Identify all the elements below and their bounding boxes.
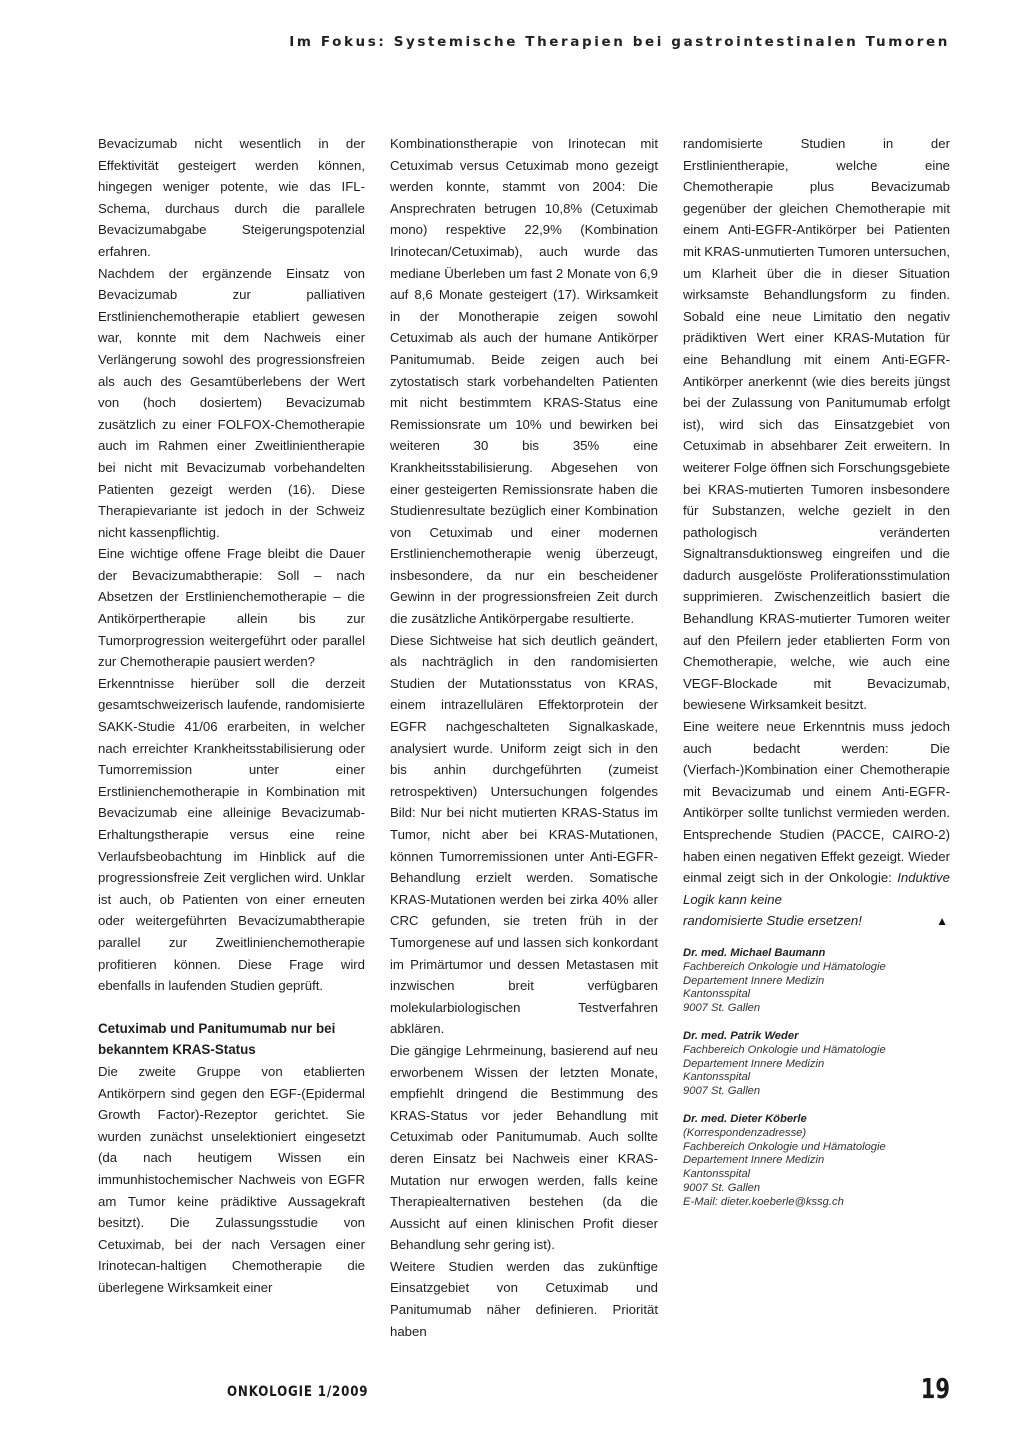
paragraph: randomisierte Studien in der Erstlinientherapie, welche eine Chemotherapie plus Bevacizumab gegenüber der gleichen Chemotherapie mit einem Anti-EGFR-Antikörper bei Patienten mit KRAS-unmutierten Tumoren untersuchen, um Klarheit über die in dieser Situation wirksamste Behandlungsform zu finden. Sobald eine neue Limitatio den negativ prädiktiven Wert einer KRAS-Mutation für eine Behandlung mit einem Anti-EGFR-Antikörper anerkennt (wie dies bereits jüngst bei der Zulassung von Panitumumab erfolgt ist), wird sich das Einsatzgebiet von Cetuximab in absehbarer Zeit erweitern. In weiterer Folge öffnen sich Forschungsgebiete bei KRAS-mutierten Tumoren insbesondere für Substanzen, welche gezielt in den pathologisch veränderten Signaltransduktionsweg eingreifen und die dadurch ausgelöste Proliferationsstimulation supprimieren. Zwischenzeitlich basiert die Behandlung KRAS-mutierter Tumoren weiter auf den Pfeilern jeder etablierten Form von Chemotherapie, welche, wie auch eine VEGF-Blockade mit Bevacizumab, bewiesene Wirksamkeit besitzt. bbox=[683, 136, 950, 713]
author-list bbox=[683, 947, 950, 1210]
author-affiliation: Kantonsspital bbox=[683, 1071, 751, 1084]
author-name: Dr. med. Dieter Köberle bbox=[683, 1112, 807, 1125]
paragraph-text: Eine weitere neue Erkenntnis muss jedoch auch bedacht werden: Die (Vierfach-)Kombination einer Chemotherapie mit Bevacizumab und einem Anti-EGFR-Antikörper sollte tunlichst vermieden werden. Entsprechende Studien (PACCE, CAIRO-2) haben einen negativen Effekt gezeigt. Wieder einmal zeigt sich in der Onkologie: bbox=[683, 719, 950, 886]
paragraph: Eine wichtige offene Frage bleibt die Dauer der Bevacizumabtherapie: Soll – nach Absetzen der Erstlinienchemotherapie – die Antikörpertherapie allein bis zur Tumorprogression weitergeführt oder parallel zur Chemotherapie pausiert werden? bbox=[98, 546, 365, 670]
author-affiliation: Fachbereich Onkologie und Hämatologie bbox=[683, 960, 886, 973]
author-affiliation: Departement Innere Medizin bbox=[683, 974, 825, 987]
section-heading-line: bekanntem KRAS-Status bbox=[98, 1042, 256, 1058]
paragraph bbox=[683, 716, 950, 910]
author-name: Dr. med. Patrik Weder bbox=[683, 1029, 799, 1042]
text-column-3 bbox=[683, 133, 950, 1224]
page-number: 19 bbox=[920, 1372, 950, 1405]
running-header: Im Fokus: Systemische Therapien bei gastrointestinalen Tumoren bbox=[289, 34, 950, 50]
author-affiliation: Fachbereich Onkologie und Hämatologie bbox=[683, 1043, 886, 1056]
author-affiliation: 9007 St. Gallen bbox=[683, 1002, 761, 1015]
paragraph: Bevacizumab nicht wesentlich in der Effektivität gesteigert werden können, hingegen weniger potente, wie das IFL-Schema, durchaus durch die parallele Bevacizumabgabe Steigerungspotenzial erfahren. bbox=[98, 136, 365, 259]
paragraph: Weitere Studien werden das zukünftige Einsatzgebiet von Cetuximab und Panitumumab näher definieren. Priorität haben bbox=[390, 1258, 658, 1339]
section-heading-line: Cetuximab und Panitumumab nur bei bbox=[98, 1020, 336, 1036]
author-block bbox=[683, 947, 950, 1016]
section-heading bbox=[98, 1018, 365, 1061]
author-block bbox=[683, 1113, 950, 1210]
author-affiliation: Departement Innere Medizin bbox=[683, 1154, 825, 1167]
author-affiliation: 9007 St. Gallen bbox=[683, 1085, 761, 1098]
author-email: E-Mail: dieter.koeberle@kssg.ch bbox=[683, 1195, 844, 1208]
journal-issue: ONKOLOGIE 1/2009 bbox=[227, 1384, 369, 1400]
author-name: Dr. med. Michael Baumann bbox=[683, 946, 826, 959]
conclusion-line bbox=[683, 910, 950, 933]
paragraph: Diese Sichtweise hat sich deutlich geändert, als nachträglich in den randomisierten Studien der Mutationsstatus von KRAS, einem intrazellulären Effektorprotein der EGFR nachgeschalteten Signalkaskade, analysiert wurde. Uniform zeigt sich in den bis anhin durchgeführten (zumeist retrospektiven) Untersuchungen folgendes Bild: Nur bei nicht mutierten KRAS-Status im Tumor, nicht aber bei KRAS-Mutationen, können Tumorremissionen unter Anti-EGFR-Behandlung erzielt werden. Somatische KRAS-Mutationen werden bei zirka 40% aller CRC gefunden, sie treten früh in der Tumorgenese auf und lassen sich konkordant im Primärtumor und dessen Metastasen mit inzwischen breit verfügbaren molekularbiologischen Testverfahren abklären. bbox=[390, 632, 658, 1037]
author-block bbox=[683, 1030, 950, 1099]
paragraph: Die zweite Gruppe von etablierten Antikörpern sind gegen den EGF-(Epidermal Growth Factor)-Rezeptor gerichtet. Sie wurden zunächst unselektioniert eingesetzt (da nach heutigem Wissen ein immunhistochemischer Nachweis von EGFR am Tumor keine prädiktive Aussagekraft besitzt). Die Zulassungsstudie von Cetuximab, bei der nach Versagen einer Irinotecan-haltigen Chemotherapie die überlegene Wirksamkeit einer bbox=[98, 1063, 365, 1295]
paragraph: Kombinationstherapie von Irinotecan mit Cetuximab versus Cetuximab mono gezeigt werden konnte, stammt von 2004: Die Ansprechraten betrugen 10,8% (Cetuximab mono) respektive 22,9% (Kombination Irinotecan/Cetuximab), auch wurde das mediane Überleben um fast 2 Monate von 6,9 auf 8,6 Monate gesteigert (17). Wirksamkeit in der Monotherapie zeigen sowohl Cetuximab als auch der humane Antikörper Panitumumab. Beide zeigen auch bei zytostatisch stark vorbehandelten Patienten mit nicht bestimmtem KRAS-Status eine Remissionsrate um 10% und bewirken bei weiteren 30 bis 35% eine Krankheitsstabilisierung. Abgesehen von einer gesteigerten Remissionsrate haben die Studienresultate bezüglich einer Kombination von Cetuximab und einer modernen Erstlinienchemotherapie wenig überzeugt, insbesondere, da nur ein bescheidener Gewinn in der progressionsfreien Zeit durch die zusätzliche Antikörpergabe resultierte. bbox=[390, 136, 658, 627]
author-affiliation: (Korrespondenzadresse) bbox=[683, 1126, 807, 1139]
end-of-article-icon: ▲ bbox=[936, 914, 948, 929]
author-affiliation: 9007 St. Gallen bbox=[683, 1181, 761, 1194]
emphasis-text: randomisierte Studie ersetzen! bbox=[683, 913, 862, 929]
text-column-2 bbox=[390, 133, 658, 1342]
paragraph: Nachdem der ergänzende Einsatz von Bevacizumab zur palliativen Erstlinienchemotherapie etabliert gewesen war, konnte mit dem Nachweis einer Verlängerung sowohl des progressionsfreien als auch des Gesamtüberlebens der Wert von (hoch dosiertem) Bevacizumab zusätzlich zu einer FOLFOX-Chemotherapie auch im Rahmen einer Zweitlinientherapie bei nicht mit Bevacizumab vorbehandelten Patienten gezeigt werden (16). Diese Therapievariante ist jedoch in der Schweiz nicht kassenpflichtig. bbox=[98, 265, 365, 540]
emphasis-text: Induktive Logik kann keine bbox=[683, 870, 950, 907]
author-affiliation: Departement Innere Medizin bbox=[683, 1057, 825, 1070]
paragraph: Die gängige Lehrmeinung, basierend auf neu erworbenem Wissen der letzten Monate, empfiehlt dringend die Bestimmung des KRAS-Status vor jeder Behandlung mit Cetuximab oder Panitumumab. Auch sollte deren Einsatz bei Nachweis einer KRAS-Mutation nur erwogen werden, falls keine Therapiealternativen bestehen (da die Aussicht auf einen klinischen Profit dieser Behandlung sehr gering ist). bbox=[390, 1042, 658, 1253]
author-affiliation: Kantonsspital bbox=[683, 1168, 751, 1181]
text-column-1 bbox=[98, 133, 365, 1298]
author-affiliation: Kantonsspital bbox=[683, 988, 751, 1001]
author-affiliation: Fachbereich Onkologie und Hämatologie bbox=[683, 1140, 886, 1153]
paragraph: Erkenntnisse hierüber soll die derzeit gesamtschweizerisch laufende, randomisierte SAKK-Studie 41/06 erarbeiten, in welcher nach erreichter Krankheitsstabilisierung oder Tumorremission unter einer Erstlinienchemotherapie in Kombination mit Bevacizumab eine alleinige Bevacizumab-Erhaltungstherapie versus eine reine Verlaufsbeobachtung im Hinblick auf die progressionsfreie Zeit verglichen wird. Unklar ist auch, ob Patienten von einer erneuten oder weitergeführten Bevacizumabtherapie parallel zur Zweitlinienchemotherapie profitieren können. Diese Frage wird ebenfalls in laufenden Studien geprüft. bbox=[98, 675, 365, 994]
